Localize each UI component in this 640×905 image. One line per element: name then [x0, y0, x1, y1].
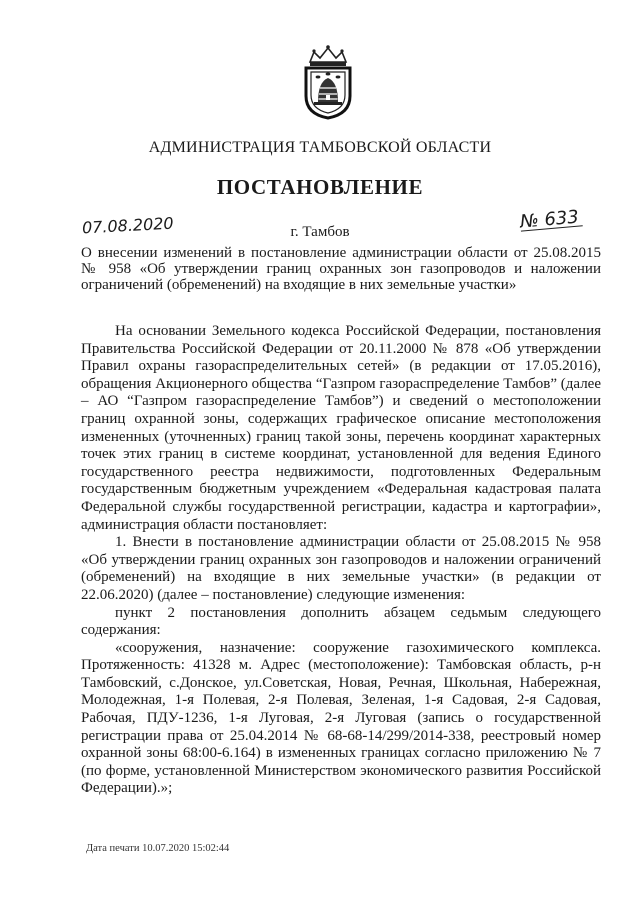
print-date-footer: Дата печати 10.07.2020 15:02:44	[86, 843, 230, 854]
handwritten-number	[519, 206, 583, 231]
handwritten-date: 07.08.2020	[81, 213, 175, 238]
organization-title: АДМИНИСТРАЦИЯ ТАМБОВСКОЙ ОБЛАСТИ	[148, 139, 492, 156]
document-type-title: ПОСТАНОВЛЕНИЕ	[216, 175, 424, 199]
coat-of-arms-emblem	[296, 44, 360, 120]
paragraph-point-2: пункт 2 постановления дополнить абзацем седьмым следующего содержания:	[81, 604, 601, 639]
document-subject: О внесении изменений в постановление администрации области от 25.08.2015 № 958 «Об утверждении границ охранных зон газопроводов и наложении ограничений (обременений) на входящие в них земельные участки»	[81, 245, 601, 293]
handwritten-number-text: № 633	[519, 206, 580, 233]
paragraph-basis: На основании Земельного кодекса Российской Федерации, постановления Правительства Российской Федерации от 20.11.2000 № 878 «Об утверждении Правил охраны газораспределительных сетей» (в редакции от 17.05.2016), обращения Акционерного общества “Газпром газораспределение Тамбов” (далее – АО “Газпром газораспределение Тамбов”) и сведений о местоположении границ охранной зоны, содержащих графическое описание местоположения измененных (уточненных) границ такой зоны, перечень координат характерных точек этих границ в системе координат, установленной для ведения Единого государственного реестра недвижимости, подготовленных Федеральным государственным бюджетным учреждением «Федеральная кадастровая палата Федеральной службы государственной регистрации, кадастра и картографии», администрация области постановляет:	[81, 323, 601, 533]
paragraph-quoted-addition: «сооружения, назначение: сооружение газохимического комплекса. Протяженность: 41328 м. Адрес (местоположение): Тамбовская область, р-н Тамбовский, с.Донское, ул.Советская, Новая, Речная, Школьная, Набережная, Молодежная, 1-я Полевая, 2-я Полевая, Зеленая, 1-я Садовая, 2-я Садовая, Рабочая, ПДУ-1236, 1-я Луговая, 2-я Луговая (запись о государственной регистрации права от 25.04.2014 № 68-68-14/299/2014-338, реестровый номер охранной зоны 68:00-6.164) в измененных границах согласно приложению № 7 (по форме, установленной Министерством экономического развития Российской Федерации).»;	[81, 639, 601, 797]
document-body	[81, 323, 601, 798]
paragraph-item-1: 1. Внести в постановление администрации области от 25.08.2015 № 958 «Об утверждении границ охранных зон газопроводов и наложении ограничений (обременений) на входящие в них земельные участки» (в редакции от 22.06.2020) (далее – постановление) следующие изменения:	[81, 534, 601, 603]
city-label: г. Тамбов	[290, 224, 350, 240]
